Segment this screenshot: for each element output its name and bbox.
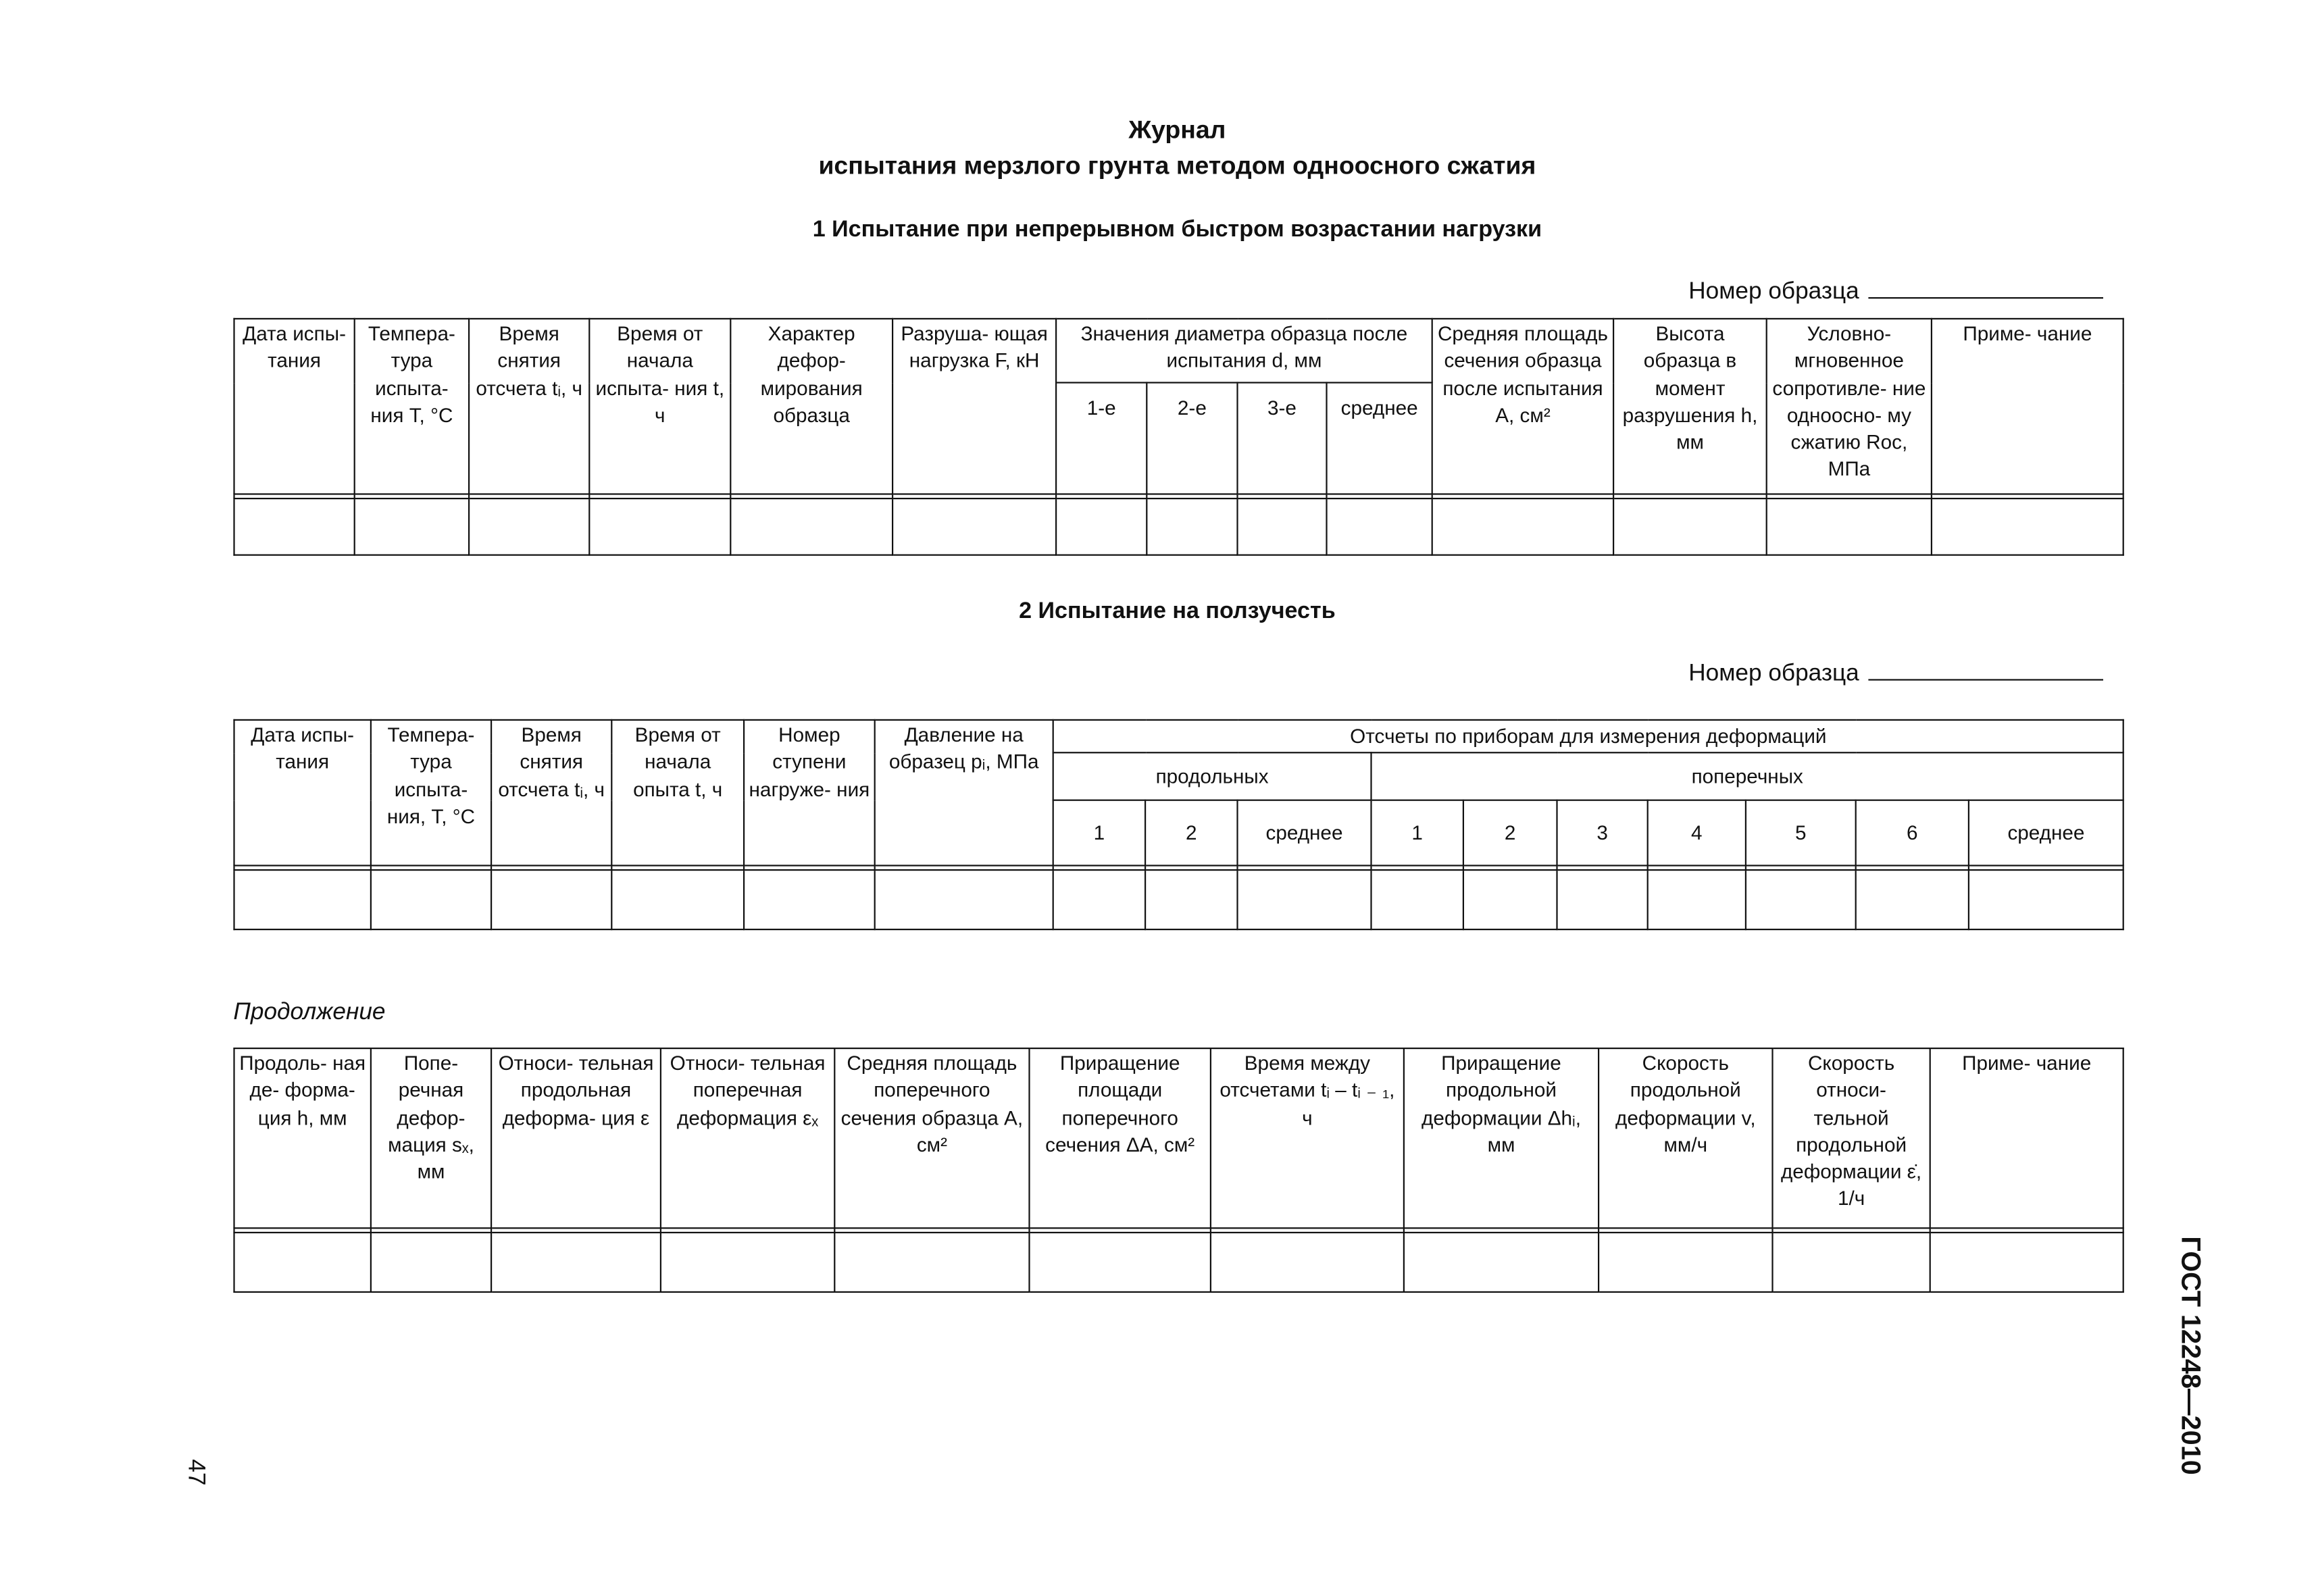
header-transverse: поперечных: [1372, 752, 2124, 800]
table-cell[interactable]: [661, 1233, 834, 1292]
table-cell[interactable]: [1648, 870, 1746, 929]
header-diameter-values: Значения диаметра образца после испытания d, мм: [1056, 319, 1432, 383]
table-cell[interactable]: [371, 1233, 491, 1292]
header-relative-longitudinal-deformation: Относи- тельная продольная деформа- ция ε: [491, 1048, 661, 1228]
table-cell[interactable]: [1053, 870, 1145, 929]
table-cell[interactable]: [355, 498, 469, 555]
section2-heading: 2 Испытание на ползучесть: [1019, 598, 1336, 624]
header-test-date: Дата испы- тания: [234, 720, 371, 866]
header-note: Приме- чание: [1932, 319, 2123, 494]
section2-sample-number: [1688, 659, 2103, 688]
table-cell[interactable]: [1030, 1233, 1211, 1292]
header-reading-time: Время снятия отсчета tᵢ, ч: [469, 319, 589, 494]
page-number: 47: [182, 1459, 208, 1486]
header-time-from-start: Время от начала испыта- ния t, ч: [589, 319, 730, 494]
table-cell[interactable]: [1767, 498, 1932, 555]
section1-sample-number: [1688, 276, 2103, 306]
table-cell[interactable]: [469, 498, 589, 555]
section2-table: [233, 719, 2124, 930]
table-cell[interactable]: [834, 1233, 1029, 1292]
sample-number-field[interactable]: [1868, 276, 2103, 299]
header-relative-deformation-rate: Скорость относи- тельной продольной деформации ε̇, 1/ч: [1773, 1048, 1930, 1228]
table-cell[interactable]: [1238, 870, 1372, 929]
table-cell[interactable]: [1327, 498, 1432, 555]
header-pressure: Давление на образец pᵢ, МПа: [875, 720, 1053, 866]
table-cell[interactable]: [875, 870, 1053, 929]
table-cell[interactable]: [1404, 1233, 1599, 1292]
table-cell[interactable]: [730, 498, 892, 555]
header-trans-4: 4: [1648, 800, 1746, 866]
header-area-increment: Приращение площади поперечного сечения ΔA, см²: [1030, 1048, 1211, 1228]
header-longitudinal-deformation: Продоль- ная де- форма- ция h, мм: [234, 1048, 371, 1228]
header-long-1: 1: [1053, 800, 1145, 866]
table-cell[interactable]: [1746, 870, 1856, 929]
header-mean-cross-section-area: Средняя площадь поперечного сечения образца A, см²: [834, 1048, 1029, 1228]
table-cell[interactable]: [1238, 498, 1327, 555]
table-row: [234, 870, 2124, 929]
header-time-between-readings: Время между отсчетами tᵢ – tᵢ ₋ ₁, ч: [1211, 1048, 1404, 1228]
table-cell[interactable]: [1613, 498, 1767, 555]
table-cell[interactable]: [491, 870, 611, 929]
header-instrument-readings: Отсчеты по приборам для измерения деформаций: [1053, 720, 2123, 752]
table-cell[interactable]: [1930, 1233, 2123, 1292]
table-cell[interactable]: [234, 1233, 371, 1292]
table-cell[interactable]: [744, 870, 875, 929]
header-diameter-3: 3-е: [1238, 383, 1327, 494]
table-cell[interactable]: [1463, 870, 1557, 929]
table-cell[interactable]: [1773, 1233, 1930, 1292]
header-trans-5: 5: [1746, 800, 1856, 866]
header-long-mean: среднее: [1238, 800, 1372, 866]
header-reading-time: Время снятия отсчета tᵢ, ч: [491, 720, 611, 866]
header-load-step: Номер ступени нагруже- ния: [744, 720, 875, 866]
table-cell[interactable]: [1969, 870, 2123, 929]
header-trans-6: 6: [1856, 800, 1969, 866]
document-title: Журнал: [1128, 115, 1226, 145]
header-diameter-1: 1-е: [1056, 383, 1147, 494]
header-trans-1: 1: [1372, 800, 1463, 866]
section1-heading: 1 Испытание при непрерывном быстром возрастании нагрузки: [812, 217, 1542, 242]
table-row: [234, 498, 2123, 555]
table-cell[interactable]: [1856, 870, 1969, 929]
table-cell[interactable]: [1211, 1233, 1404, 1292]
header-note: Приме- чание: [1930, 1048, 2123, 1228]
table-cell[interactable]: [371, 870, 491, 929]
standard-designation: ГОСТ 12248—2010: [2175, 1236, 2206, 1475]
section3-table: [233, 1048, 2123, 1293]
header-test-temperature: Темпера- тура испыта- ния T, °С: [355, 319, 469, 494]
header-deformation-character: Характер дефор- мирования образца: [730, 319, 892, 494]
table-cell[interactable]: [892, 498, 1056, 555]
table-cell[interactable]: [1147, 498, 1237, 555]
table-cell[interactable]: [491, 1233, 661, 1292]
header-deformation-rate: Скорость продольной деформации v, мм/ч: [1599, 1048, 1772, 1228]
table-cell[interactable]: [1056, 498, 1147, 555]
table-cell[interactable]: [1372, 870, 1463, 929]
header-diameter-mean: среднее: [1327, 383, 1432, 494]
header-trans-mean: среднее: [1969, 800, 2123, 866]
header-relative-transverse-deformation: Относи- тельная поперечная деформация εₓ: [661, 1048, 834, 1228]
table-cell[interactable]: [1145, 870, 1237, 929]
header-test-temperature: Темпера- тура испыта- ния, T, °С: [371, 720, 491, 866]
header-time-from-start: Время от начала опыта t, ч: [611, 720, 744, 866]
header-mean-area: Средняя площадь сечения образца после испытания A, см²: [1432, 319, 1613, 494]
sample-number-field[interactable]: [1868, 659, 2103, 681]
table-row: [234, 1233, 2123, 1292]
table-cell[interactable]: [1599, 1233, 1772, 1292]
table-cell[interactable]: [611, 870, 744, 929]
header-trans-2: 2: [1463, 800, 1557, 866]
header-test-date: Дата испы- тания: [234, 319, 355, 494]
sample-number-label: Номер образца: [1688, 279, 1859, 305]
header-long-2: 2: [1145, 800, 1237, 866]
sample-number-label: Номер образца: [1688, 661, 1859, 687]
header-height-at-failure: Высота образца в момент разрушения h, мм: [1613, 319, 1767, 494]
table-cell[interactable]: [234, 498, 355, 555]
table-cell[interactable]: [234, 870, 371, 929]
table-cell[interactable]: [1432, 498, 1613, 555]
header-compressive-strength: Условно- мгновенное сопротивле- ние одноосно- му сжатию Rос, МПа: [1767, 319, 1932, 494]
section1-table: [233, 318, 2124, 556]
header-diameter-2: 2-е: [1147, 383, 1237, 494]
table-cell[interactable]: [1932, 498, 2123, 555]
header-longitudinal: продольных: [1053, 752, 1372, 800]
continuation-label: Продолжение: [233, 1000, 386, 1025]
document-subtitle: испытания мерзлого грунта методом одноосного сжатия: [818, 151, 1536, 180]
header-failure-load: Разруша- ющая нагрузка F, кН: [892, 319, 1056, 494]
header-longitudinal-increment: Приращение продольной деформации Δhᵢ, мм: [1404, 1048, 1599, 1228]
header-transverse-deformation: Попе- речная дефор- мация sₓ, мм: [371, 1048, 491, 1228]
table-cell[interactable]: [589, 498, 730, 555]
table-cell[interactable]: [1557, 870, 1648, 929]
header-trans-3: 3: [1557, 800, 1648, 866]
